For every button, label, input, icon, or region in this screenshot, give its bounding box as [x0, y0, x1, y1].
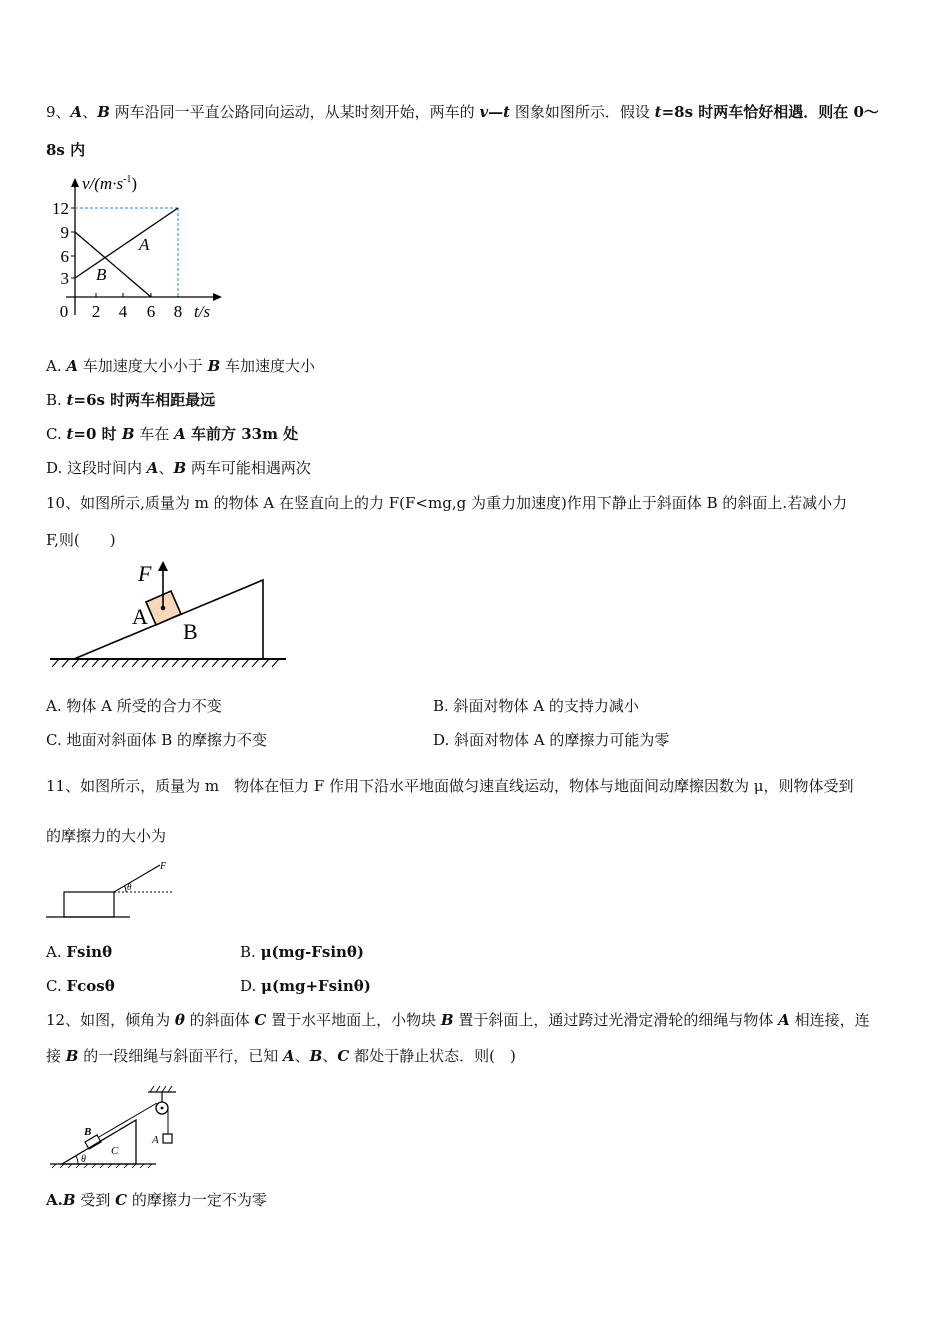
label-B: B: [183, 619, 198, 644]
xtick-4: 4: [118, 302, 128, 321]
q11-option-c: C. Fcosθ: [46, 977, 115, 995]
force-F-line: [114, 865, 160, 892]
q9-option-a: A. A 车加速度大小小于 B 车加速度大小: [46, 357, 316, 375]
q10-option-d: D. 斜面对物体 A 的摩擦力可能为零: [433, 731, 670, 749]
q9-option-b: B. t=6s 时两车相距最远: [46, 391, 216, 409]
q10-option-c: C. 地面对斜面体 B 的摩擦力不变: [46, 731, 268, 749]
q12-option-a: A.B 受到 C 的摩擦力一定不为零: [46, 1191, 267, 1209]
label-A: A: [132, 604, 148, 629]
q12-stem-line1: 12、如图，倾角为 θ 的斜面体 C 置于水平地面上，小物块 B 置于斜面上，通过跨过光滑定滑轮的细绳与物体 A 相连接，连: [46, 1011, 870, 1029]
xtick-8: 8: [173, 302, 183, 321]
ytick-12: 12: [52, 199, 69, 218]
block-A: [163, 1134, 172, 1143]
q10-stem-line1: 10、如图所示,质量为 m 的物体 A 在竖直向上的力 F(F<mg,g 为重力加速度)作用下静止于斜面体 B 的斜面上.若减小力: [46, 494, 848, 512]
q11-option-a: A. Fsinθ: [46, 943, 113, 961]
q10-stem-line2: F,则( ): [46, 531, 116, 549]
q9-stem-line2: 8s 内: [46, 141, 86, 159]
q9-stem-line1: 9、A、B 两车沿同一平直公路同向运动，从某时刻开始，两车的 v—t 图象如图所示．假设 t=8s 时两车恰好相遇．则在 0～: [46, 103, 879, 121]
line-A: [75, 208, 178, 278]
label-B: B: [84, 1126, 92, 1138]
q9-option-d: D. 这段时间内 A、B 两车可能相遇两次: [46, 459, 311, 477]
label-theta: θ: [81, 1154, 86, 1165]
xtick-0: 0: [59, 302, 69, 321]
y-axis-label: $v/(m\cdot s^{-1})$: [82, 174, 138, 193]
x-axis-arrow-icon: [213, 293, 222, 301]
rope-incline: [99, 1103, 157, 1137]
block: [64, 892, 114, 917]
ytick-9: 9: [60, 223, 69, 242]
x-axis-label: t/s: [194, 302, 211, 321]
wedge-C: [62, 1120, 136, 1164]
q10-option-a: A. 物体 A 所受的合力不变: [46, 697, 222, 715]
q10-incline-figure: [46, 558, 290, 676]
label-theta: θ: [127, 882, 132, 892]
label-F: F: [160, 861, 167, 872]
q11-option-b: B. μ(mg-Fsinθ): [240, 943, 365, 961]
label-A: A: [152, 1134, 159, 1146]
q12-pulley-figure: [48, 1082, 180, 1172]
ground-hatching: [52, 659, 279, 667]
ytick-3: 3: [60, 269, 69, 288]
q12-stem-line2: 接 B 的一段细绳与斜面平行，已知 A、B、C 都处于静止状态．则( ): [46, 1047, 516, 1065]
ytick-6: 6: [60, 247, 69, 266]
q11-stem-line1: 11、如图所示，质量为 m 物体在恒力 F 作用下沿水平地面做匀速直线运动，物体与地面间动摩擦因数为 μ，则物体受到: [46, 777, 854, 795]
q11-stem-line2: 的摩擦力的大小为: [46, 827, 167, 845]
label-A: A: [139, 235, 150, 254]
xtick-2: 2: [91, 302, 101, 321]
q9-vt-graph: [44, 170, 229, 326]
label-B: B: [96, 265, 107, 284]
force-arrowhead-icon: [158, 561, 168, 571]
label-C: C: [111, 1145, 119, 1157]
q11-block-figure: [44, 855, 178, 923]
q10-option-b: B. 斜面对物体 A 的支持力减小: [433, 697, 639, 715]
q11-option-d: D. μ(mg+Fsinθ): [240, 977, 371, 995]
q9-option-c: C. t=0 时 B 车在 A 车前方 33m 处: [46, 425, 299, 443]
xtick-6: 6: [146, 302, 156, 321]
y-axis-arrow-icon: [71, 178, 79, 187]
label-F: F: [138, 561, 152, 586]
